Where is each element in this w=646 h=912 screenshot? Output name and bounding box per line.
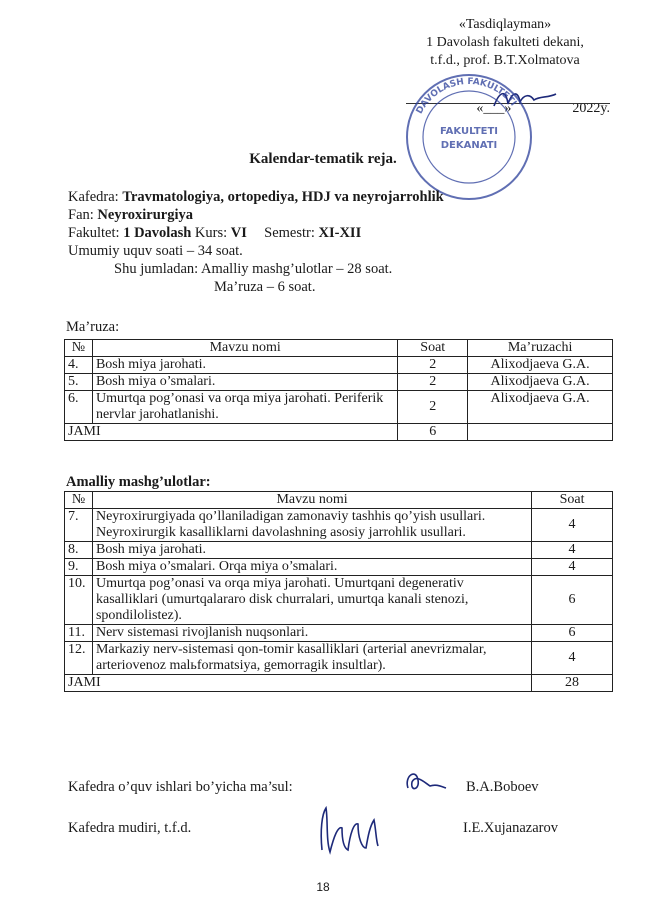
row-number: 4. (65, 357, 93, 374)
stamp-line-2: DEKANATI (440, 140, 498, 151)
table-row (65, 625, 613, 642)
col-header-hours: Soat (532, 492, 613, 509)
approval-person: t.f.d., prof. B.T.Xolmatova (430, 53, 580, 68)
semestr-label: Semestr: (264, 225, 319, 241)
practicals-section-label: Amalliy mashg’ulotlar: (66, 474, 211, 490)
row-topic: Markaziy nerv-sistemasi qon-tomir kasalliklari (arterial anevrizmalar, arteriovenoz malьformatsiya, gemorragik insultlar). (92, 642, 531, 675)
row-hours: 2 (398, 374, 468, 391)
practicals-table (64, 491, 613, 692)
lectures-section-label: Ma’ruza: (66, 319, 120, 335)
table-row (65, 576, 613, 625)
row-number: 6. (65, 391, 93, 424)
table-row (65, 642, 613, 675)
total-label: JAMI (65, 675, 532, 692)
course-info (68, 188, 444, 296)
row-hours: 4 (532, 559, 613, 576)
table-total-row (65, 424, 613, 441)
row-number: 8. (65, 542, 93, 559)
col-header-hours: Soat (398, 340, 468, 357)
col-header-number: № (65, 340, 93, 357)
fan-label: Fan: (68, 207, 98, 223)
col-header-topic: Mavzu nomi (92, 492, 531, 509)
row-topic: Bosh miya o’smalari. Orqa miya o’smalari. (92, 559, 531, 576)
responsible-label: Kafedra o’quv ishlari bo’yicha ma’sul: (68, 779, 293, 795)
row-topic: Bosh miya o’smalari. (92, 374, 397, 391)
row-topic: Bosh miya jarohati. (92, 542, 531, 559)
table-row (65, 559, 613, 576)
fakultet-line (68, 224, 444, 242)
practical-hours-line: Shu jumladan: Amalliy mashg’ulotlar – 28 soat. (114, 261, 393, 277)
lectures-table (64, 339, 613, 441)
table-header-row (65, 340, 613, 357)
row-topic: Neyroxirurgiyada qo’llaniladigan zamonaviy tashhis qo’yish usullari. Neyroxirurgik kasalliklarni davolashning asosiy jarrohlik usullari. (92, 509, 531, 542)
row-hours: 6 (532, 576, 613, 625)
row-topic: Bosh miya jarohati. (92, 357, 397, 374)
row-topic: Umurtqa pog’onasi va orqa miya jarohati. Umurtqani degenerativ kasalliklari (umurtqalararo disk churralari, umurtqa kanali stenozi, spondilolistez). (92, 576, 531, 625)
row-number: 12. (65, 642, 93, 675)
row-number: 7. (65, 509, 93, 542)
kafedra-label: Kafedra: (68, 189, 123, 205)
row-hours: 4 (532, 642, 613, 675)
responsible-name: B.A.Boboev (466, 779, 539, 795)
total-hours: 28 (532, 675, 613, 692)
faculty-stamp (404, 72, 534, 202)
approval-date-prefix: «___» (476, 101, 512, 116)
table-row (65, 357, 613, 374)
row-lecturer: Alixodjaeva G.A. (468, 357, 613, 374)
fan-line (68, 206, 444, 224)
responsible-signature (400, 766, 450, 802)
row-hours: 6 (532, 625, 613, 642)
table-row (65, 542, 613, 559)
head-name: I.E.Xujanazarov (463, 820, 559, 836)
stamp-line-1: FAKULTETI (439, 126, 499, 137)
kurs-value: VI (230, 225, 247, 241)
row-number: 5. (65, 374, 93, 391)
svg-text:DAVOLASH FAKULTETI (415, 77, 518, 116)
semestr-value: XI-XII (318, 225, 362, 241)
row-hours: 2 (398, 391, 468, 424)
row-number: 9. (65, 559, 93, 576)
row-hours: 4 (532, 509, 613, 542)
table-total-row (65, 675, 613, 692)
table-row (65, 391, 613, 424)
kafedra-value: Travmatologiya, ortopediya, HDJ va neyrojarrohlik (122, 189, 444, 205)
col-header-lecturer: Ma’ruzachi (468, 340, 613, 357)
total-label: JAMI (65, 424, 398, 441)
row-number: 11. (65, 625, 93, 642)
row-hours: 4 (532, 542, 613, 559)
table-row (65, 374, 613, 391)
row-number: 10. (65, 576, 93, 625)
approval-heading: «Tasdiqlayman» (458, 17, 552, 32)
head-signature (312, 800, 392, 860)
lecture-hours-line: Ma’ruza – 6 soat. (214, 279, 316, 295)
row-topic: Umurtqa pog’onasi va orqa miya jarohati. Periferik nervlar jarohatlanishi. (92, 391, 397, 424)
total-hours-line: Umumiy uquv soati – 34 soat. (68, 243, 243, 259)
row-topic: Nerv sistemasi rivojlanish nuqsonlari. (92, 625, 531, 642)
row-lecturer: Alixodjaeva G.A. (468, 374, 613, 391)
row-lecturer: Alixodjaeva G.A. (468, 391, 613, 424)
row-hours: 2 (398, 357, 468, 374)
kurs-label: Kurs: (194, 225, 231, 241)
table-header-row (65, 492, 613, 509)
fan-value: Neyroxirurgiya (97, 207, 193, 223)
kafedra-line (68, 188, 444, 206)
stamp-outer-text: DAVOLASH FAKULTETI (414, 76, 518, 116)
table-row (65, 509, 613, 542)
col-header-number: № (65, 492, 93, 509)
document-title: Kalendar-tematik reja. (249, 151, 397, 167)
approval-position: 1 Davolash fakulteti dekani, (426, 35, 584, 50)
approval-date-year: 2022y. (572, 101, 610, 116)
fakultet-label: Fakultet: (68, 225, 124, 241)
col-header-topic: Mavzu nomi (92, 340, 397, 357)
total-empty (468, 424, 613, 441)
page-number: 18 (316, 880, 330, 894)
total-hours: 6 (398, 424, 468, 441)
fakultet-value: 1 Davolash (123, 225, 192, 241)
head-label: Kafedra mudiri, t.f.d. (68, 820, 192, 836)
